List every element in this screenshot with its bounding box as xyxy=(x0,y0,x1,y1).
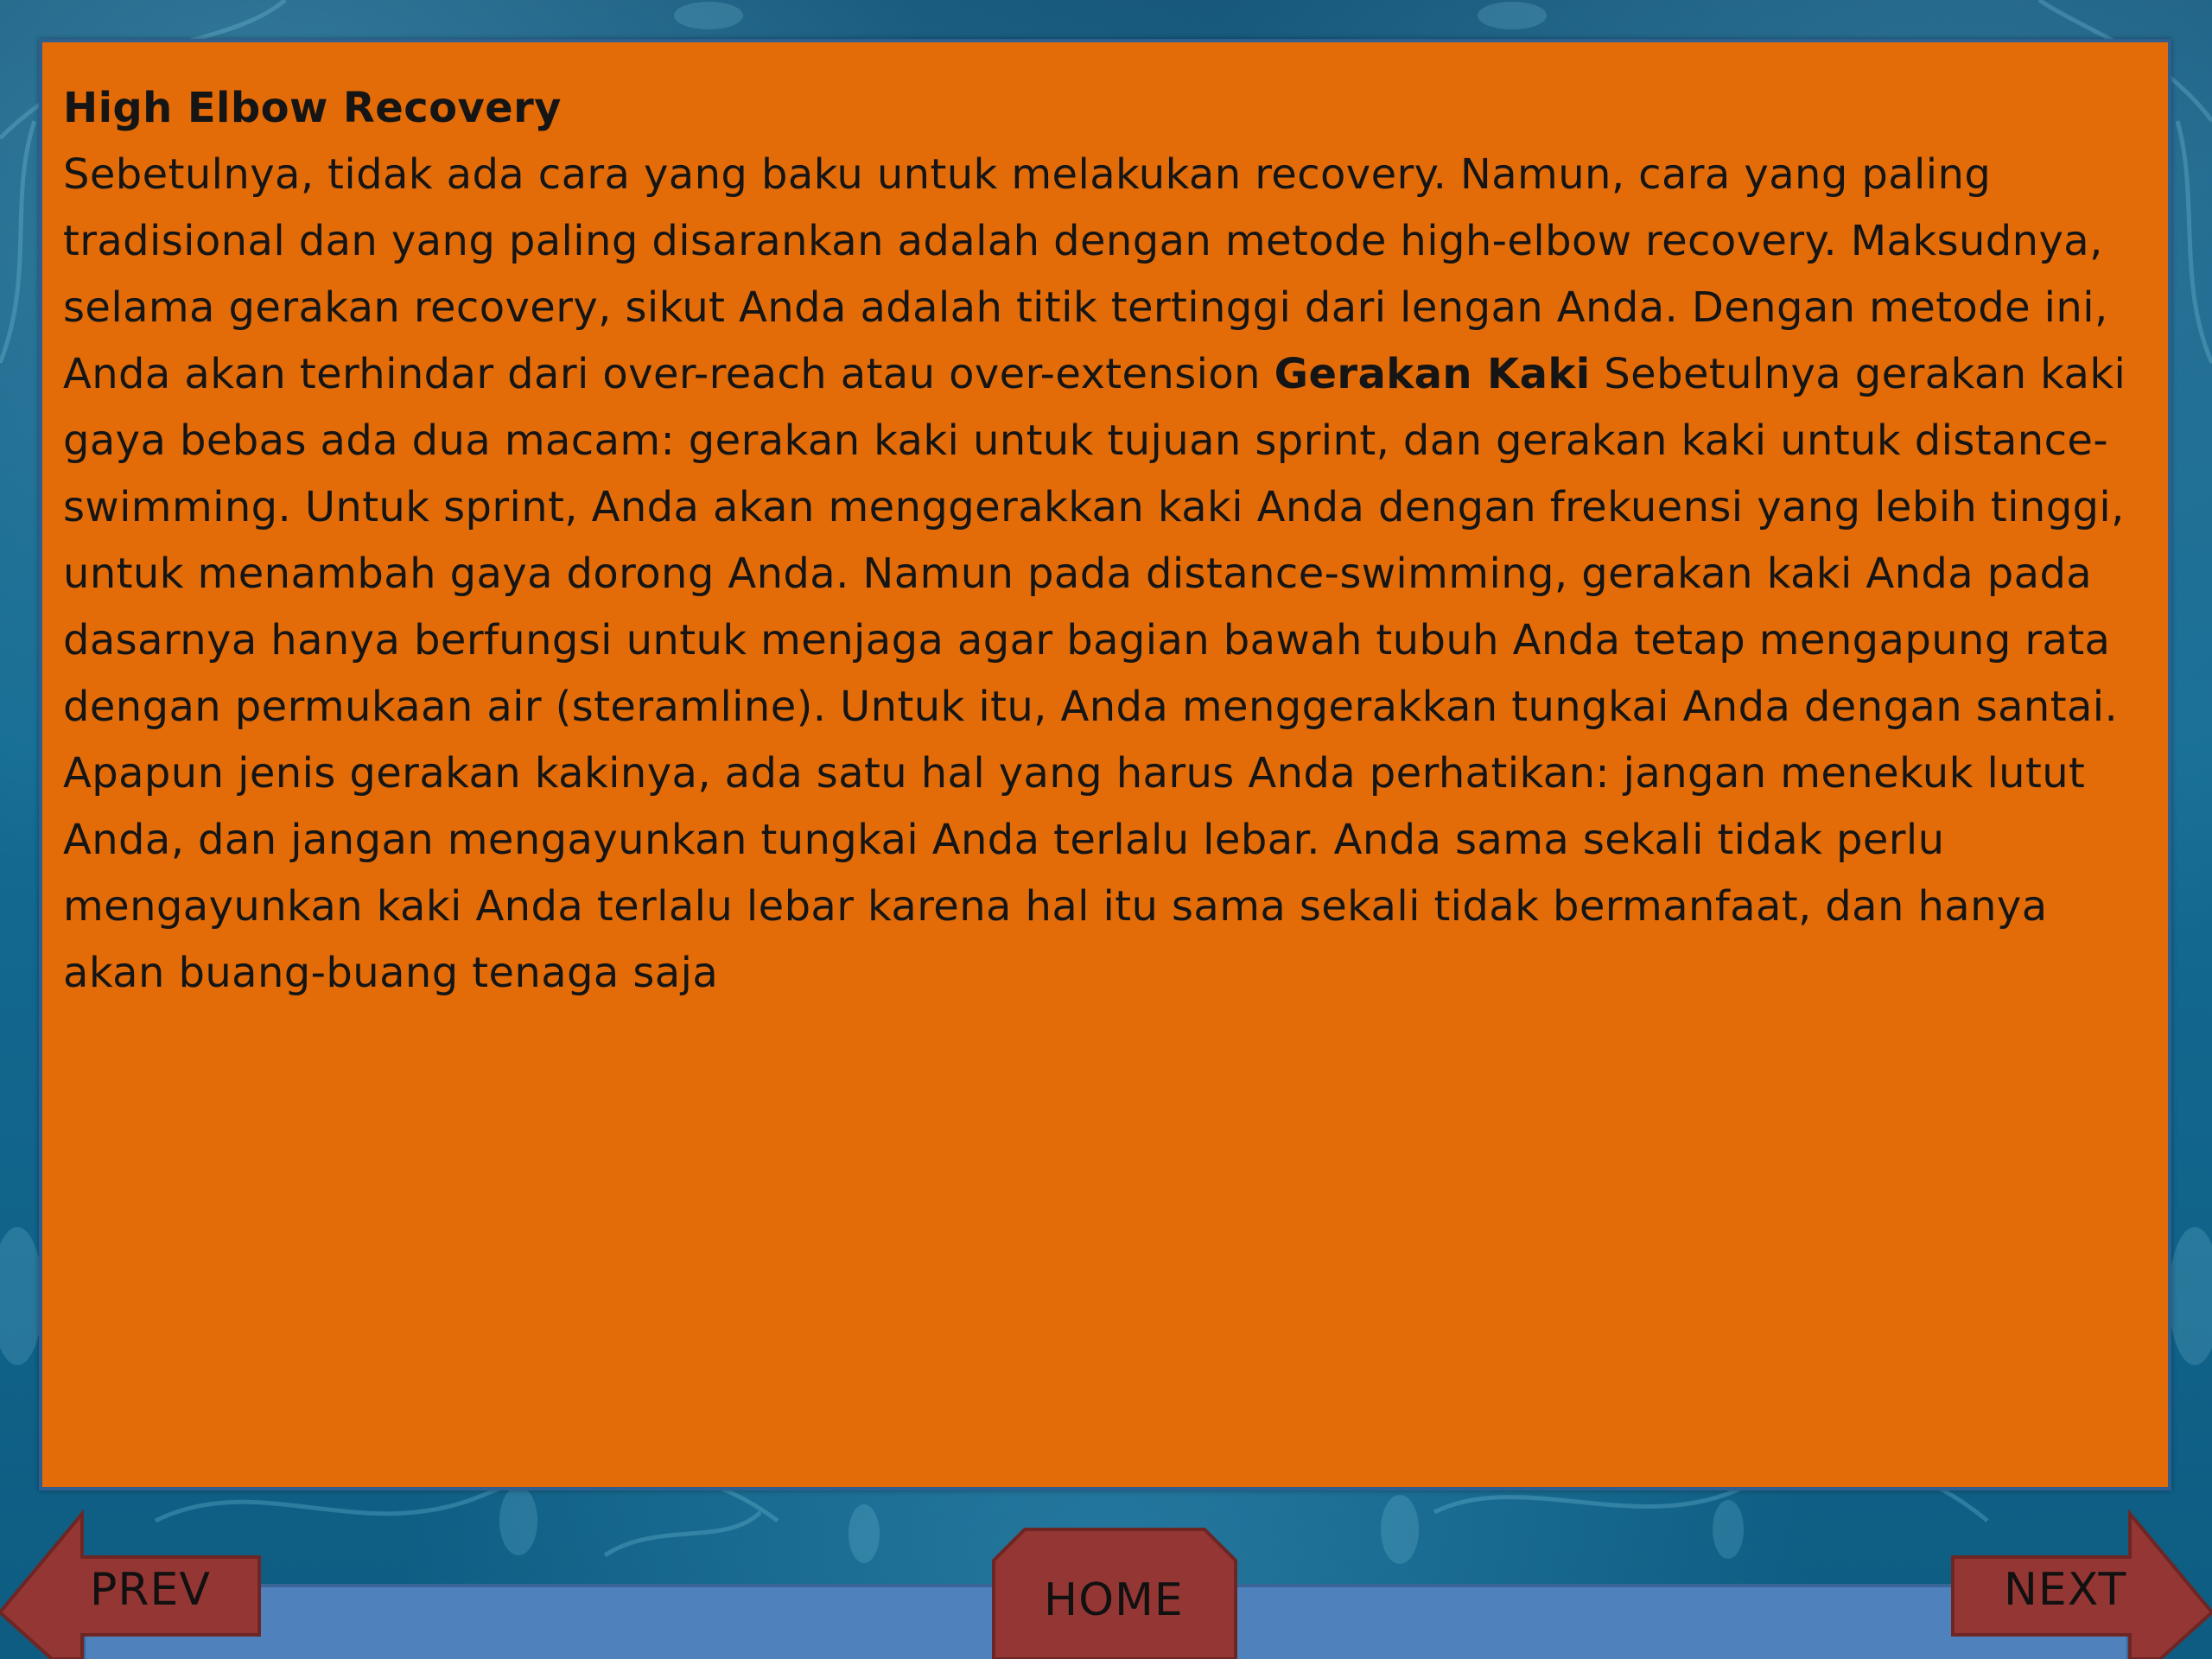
section-heading-high-elbow-recovery: High Elbow Recovery xyxy=(63,84,562,132)
prev-button[interactable] xyxy=(0,1514,264,1659)
prev-button-label: PREV xyxy=(90,1564,211,1616)
home-button[interactable] xyxy=(994,1529,1236,1659)
paragraph-recovery: Sebetulnya, tidak ada cara yang baku untuk melakukan recovery. Namun, cara yang paling tradisional dan yang paling disarankan adalah dengan metode high-elbow recovery. Maksudnya, selama gerakan recovery, sikut Anda adalah titik tertinggi dari lengan Anda. Dengan metode ini, Anda akan terhindar dari over-reach atau over-extension xyxy=(63,150,2108,398)
section-heading-gerakan-kaki: Gerakan Kaki xyxy=(1274,350,1591,398)
next-button-label: NEXT xyxy=(2004,1564,2127,1616)
slide-text-body xyxy=(63,75,2154,1007)
next-button[interactable] xyxy=(1948,1514,2212,1659)
home-button-label: HOME xyxy=(1044,1574,1184,1626)
paragraph-gerakan-kaki: Sebetulnya gerakan kaki gaya bebas ada dua macam: gerakan kaki untuk tujuan sprint, dan gerakan kaki untuk distance-swimming. Untuk sprint, Anda akan menggerakkan kaki Anda dengan frekuensi yang lebih tinggi, untuk menambah gaya dorong Anda. Namun pada distance-swimming, gerakan kaki Anda pada dasarnya hanya berfungsi untuk menjaga agar bagian bawah tubuh Anda tetap mengapung rata dengan permukaan air (steramline). Untuk itu, Anda menggerakkan tungkai Anda dengan santai. Apapun jenis gerakan kakinya, ada satu hal yang harus Anda perhatikan: jangan menekuk lutut Anda, dan jangan mengayunkan tungkai Anda terlalu lebar. Anda sama sekali tidak perlu mengayunkan kaki Anda terlalu lebar karena hal itu sama sekali tidak bermanfaat, dan hanya akan buang-buang tenaga saja xyxy=(63,350,2126,997)
content-panel xyxy=(39,39,2171,1491)
